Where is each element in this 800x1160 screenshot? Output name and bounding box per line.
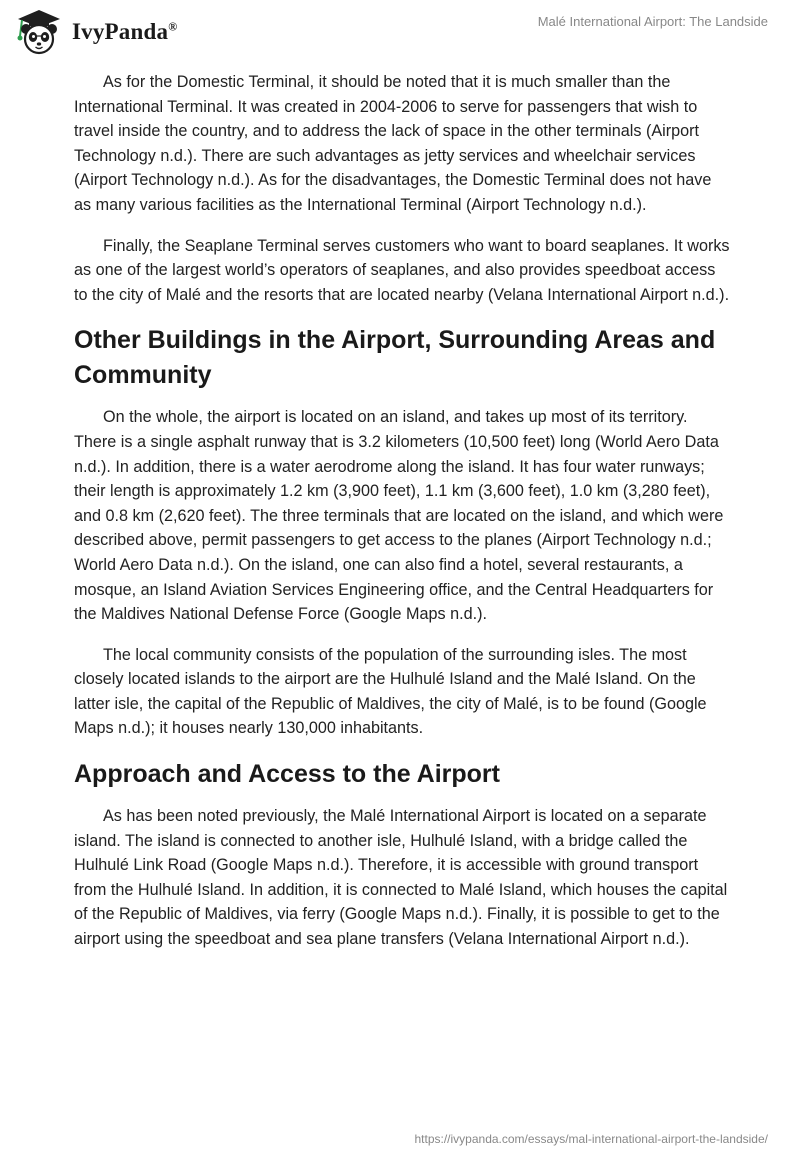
- essay-body: [74, 70, 730, 968]
- panda-graduate-icon: [14, 8, 64, 56]
- paragraph-seaplane-terminal: Finally, the Seaplane Terminal serves customers who want to board seaplanes. It works as one of the largest world’s operators of seaplanes, and also provides speedboat access to the city of Malé and the resorts that are located nearby (Velana International Airport n.d.).: [74, 236, 730, 304]
- ivypanda-logo[interactable]: [14, 8, 177, 56]
- registered-mark: ®: [168, 19, 178, 34]
- paragraph-domestic-terminal: As for the Domestic Terminal, it should be noted that it is much smaller than the International Terminal. It was created in 2004-2006 to serve for passengers that wish to travel inside the country, and to address the lack of space in the other terminals (Airport Technology n.d.). There are such advantages as jetty services and wheelchair services (Airport Technology n.d.). As for the disadvantages, the Domestic Terminal does not have as many various facilities as the International Terminal (Airport Technology n.d.).: [74, 73, 712, 214]
- page-header: [0, 0, 800, 60]
- running-title: Malé International Airport: The Landside: [537, 14, 768, 29]
- paragraph-approach-access: As has been noted previously, the Malé International Airport is located on a separate island. The island is connected to another isle, Hulhulé Island, with a bridge called the Hulhulé Link Road (Google Maps n.d.). Therefore, it is accessible with ground transport from the Hulhulé Island. In addition, it is connected to Malé Island, which houses the capital of the Republic of Maldives, via ferry (Google Maps n.d.). Finally, it is possible to get to the airport using the speedboat and sea plane transfers (Velana International Airport n.d.).: [74, 807, 728, 949]
- section-heading-approach-access: Approach and Access to the Airport: [74, 760, 500, 789]
- section-heading-other-buildings: Other Buildings in the Airport, Surrounding Areas and Community: [74, 326, 716, 390]
- paragraph-local-community: The local community consists of the population of the surrounding isles. The most closely located islands to the airport are the Hulhulé Island and the Malé Island. On the latter isle, the capital of the Republic of Maldives, the city of Malé, is to be found (Google Maps n.d.); it houses nearly 130,000 inhabitants.: [74, 645, 707, 738]
- paragraph-island-facilities: On the whole, the airport is located on an island, and takes up most of its territory. There is a single asphalt runway that is 3.2 kilometers (10,500 feet) long (World Aero Data n.d.). In addition, there is a water aerodrome along the island. It has four water runways; their length is approximately 1.2 km (3,900 feet), 1.1 km (3,600 feet), 1.0 km (3,280 feet), and 0.8 km (2,620 feet). The three terminals that are located on the island, and which were described above, permit passengers to get access to the planes (Airport Technology n.d.; World Aero Data n.d.). On the island, one can also find a hotel, several restaurants, a mosque, an Island Aviation Services Engineering office, and the Central Headquarters for the Maldives National Defense Force (Google Maps n.d.).: [74, 408, 724, 624]
- brand-name: IvyPanda®: [72, 19, 178, 44]
- source-url[interactable]: https://ivypanda.com/essays/mal-international-airport-the-landside/: [414, 1132, 768, 1146]
